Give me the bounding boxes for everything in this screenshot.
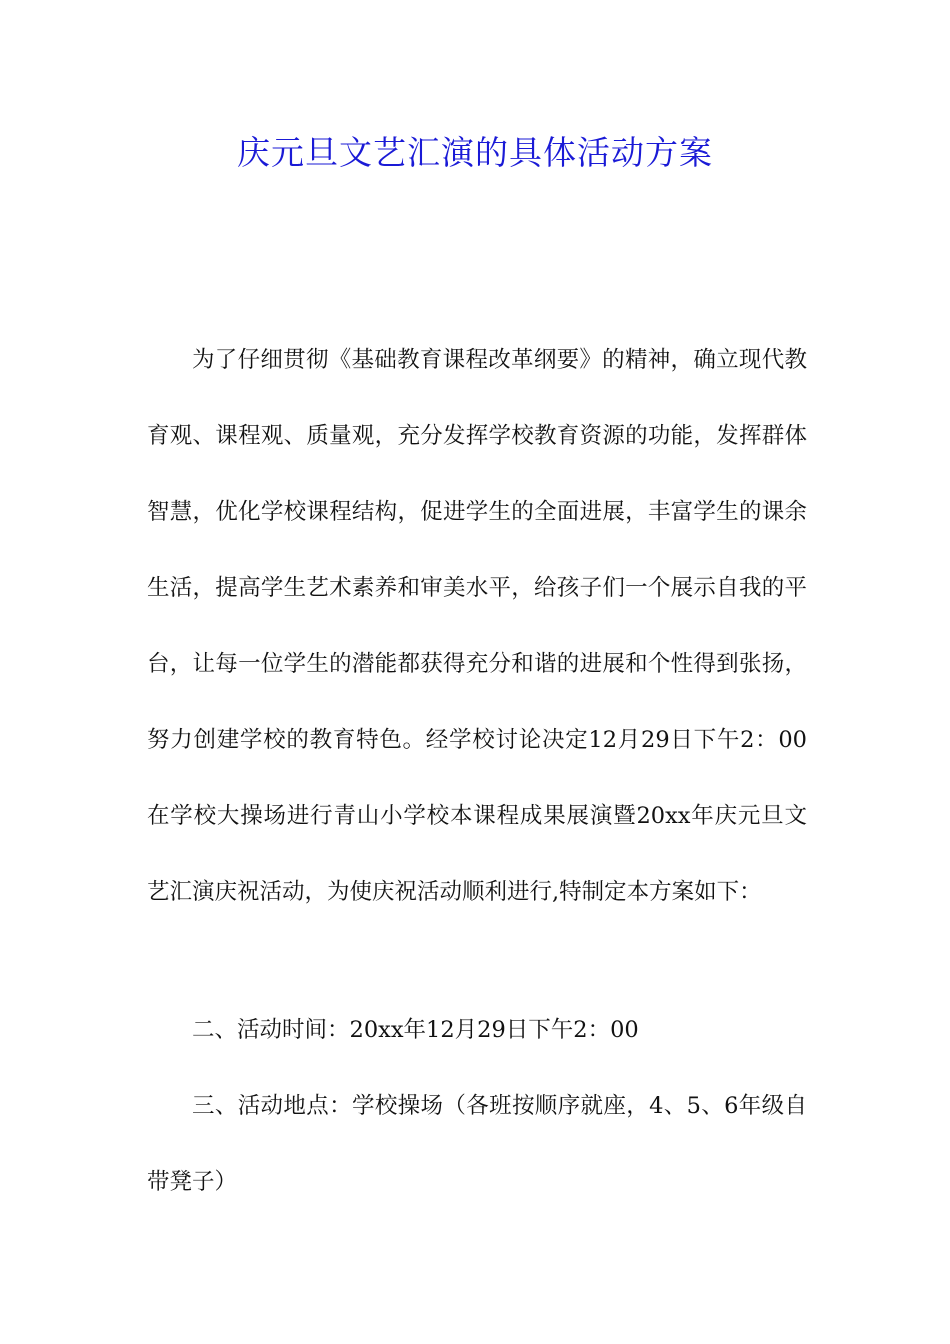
intro-paragraph: 为了仔细贯彻《基础教育课程改革纲要》的精神，确立现代教育观、课程观、质量观，充分发挥学校教育资源的功能，发挥群体智慧，优化学校课程结构，促进学生的全面进展，丰富学生的课余生活，提高学生艺术素养和审美水平，给孩子们一个展示自我的平台，让每一位学生的潜能都获得充分和谐的进展和个性得到张扬，努力创建学校的教育特色。经学校讨论决定12月29日下午2：00在学校大操场进行青山小学校本课程成果展演暨20xx年庆元旦文艺汇演庆祝活动，为使庆祝活动顺利进行,特制定本方案如下： xyxy=(147,347,807,905)
document-title: 庆元旦文艺汇演的具体活动方案 xyxy=(237,133,713,172)
activity-time-paragraph: 二、活动时间：20xx年12月29日下午2：00 xyxy=(192,1017,639,1043)
activity-location-paragraph: 三、活动地点：学校操场（各班按顺序就座，4、5、6年级自带凳子） xyxy=(147,1093,807,1195)
